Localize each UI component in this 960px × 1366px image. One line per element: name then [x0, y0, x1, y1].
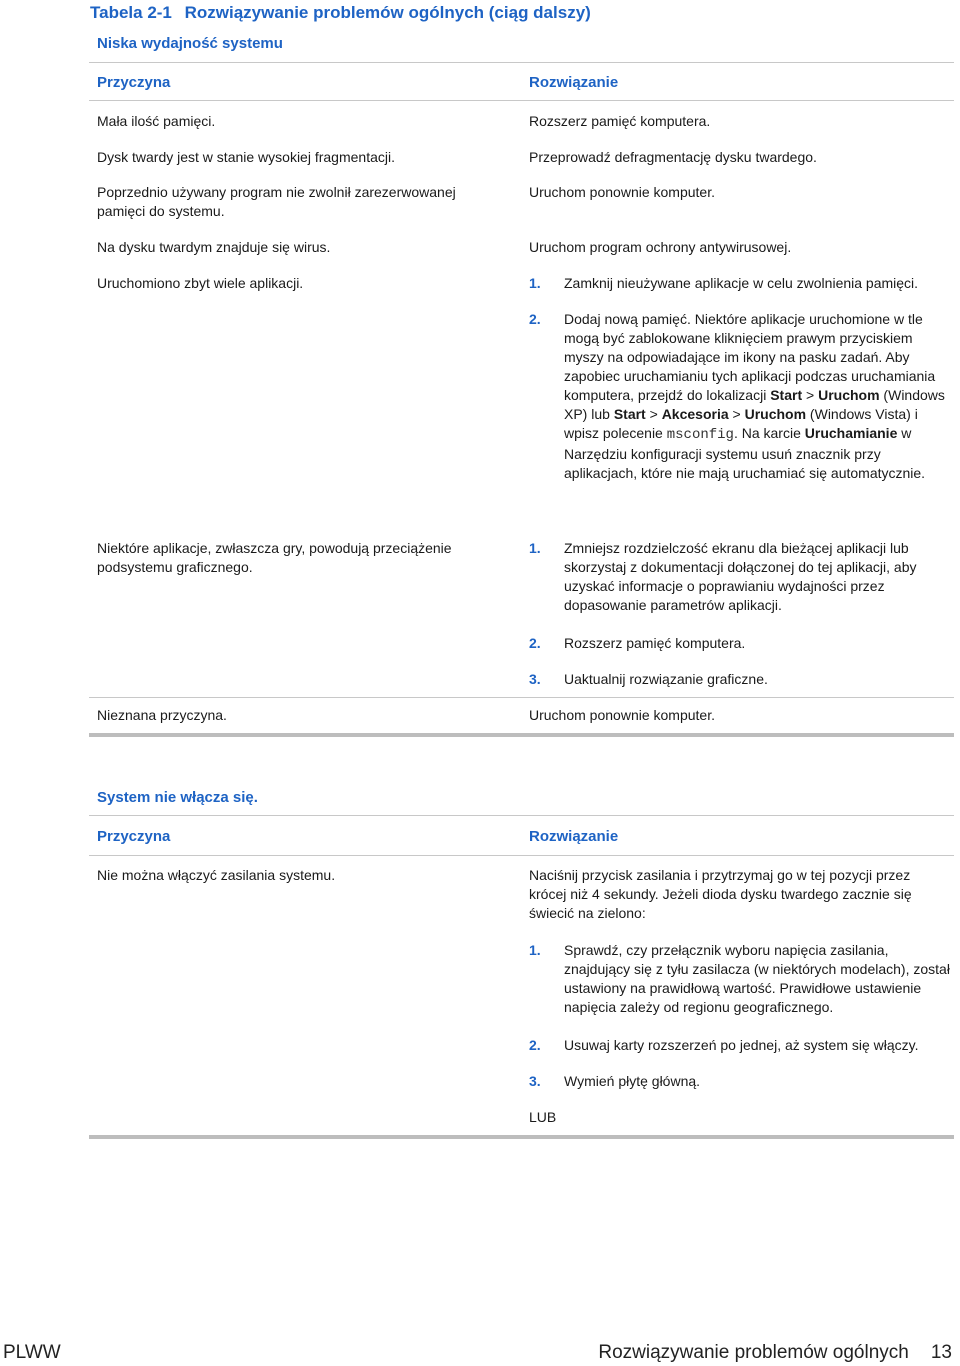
table-bottom-rule: [89, 733, 954, 737]
step-text: Zmniejsz rozdzielczość ekranu dla bieżącej aplikacji lub skorzystaj z dokumentacji dołączonej do tej aplikacji, aby uzyskać informacje o poprawianiu wydajności przez dopasowanie parametrów aplikacji.: [564, 540, 917, 613]
cause-cell: Niektóre aplikacje, zwłaszcza gry, powodują przeciążenie podsystemu graficznego.: [97, 540, 452, 575]
text-run: . Na karcie: [733, 425, 805, 441]
solution-cell: Naciśnij przycisk zasilania i przytrzymaj go w tej pozycji przez krócej niż 4 sekundy. Jeżeli dioda dysku twardego zacznie się świecić na zielono:: [529, 867, 912, 921]
section-title-performance: Niska wydajność systemu: [97, 35, 283, 52]
column-header-cause: Przyczyna: [97, 74, 171, 91]
column-header-solution: Rozwiązanie: [529, 828, 619, 845]
table-number: Tabela 2-1: [90, 3, 172, 22]
table-title: Rozwiązywanie problemów ogólnych (ciąg dalszy): [184, 3, 591, 22]
menu-path-run: Uruchom: [818, 387, 880, 403]
or-label: LUB: [529, 1109, 557, 1125]
solution-cell: Przeprowadź defragmentację dysku twardego.: [529, 149, 817, 165]
step-number: 3.: [529, 671, 541, 687]
step-text: Sprawdź, czy przełącznik wyboru napięcia zasilania, znajdujący się z tyłu zasilacza (w niektórych modelach), został ustawiony na prawidłową wartość. Prawidłowe ustawienie napięcia zależy od regionu geograficznego.: [564, 942, 950, 1015]
step-number: 3.: [529, 1073, 541, 1089]
cause-cell: Mała ilość pamięci.: [97, 113, 216, 129]
text-run: (Windows XP) lub: [564, 387, 945, 422]
cause-cell: Uruchomiono zbyt wiele aplikacji.: [97, 275, 304, 291]
menu-path-start: Start: [770, 387, 803, 403]
solution-cell: Rozszerz pamięć komputera.: [529, 113, 711, 129]
text-run: w Narzędziu konfiguracji systemu usuń znacznik przy aplikacjach, które nie mają uruchamiać się automatycznie.: [564, 425, 926, 481]
step-number: 2.: [529, 311, 541, 327]
solution-cell: Uruchom ponownie komputer.: [529, 184, 715, 200]
footer-left: PLWW: [3, 1342, 61, 1363]
section-title-no-power: System nie włącza się.: [97, 789, 258, 806]
menu-path-run: Uruchom: [744, 406, 807, 422]
command-code: msconfig: [666, 427, 734, 443]
divider: [89, 62, 954, 63]
footer-chapter-title: Rozwiązywanie problemów ogólnych: [598, 1342, 909, 1363]
step-text: [564, 310, 950, 483]
text-run: (Windows Vista) i wpisz polecenie: [564, 406, 918, 441]
table-bottom-rule: [89, 1135, 954, 1139]
cause-cell: Dysk twardy jest w stanie wysokiej fragmentacji.: [97, 149, 395, 165]
table-caption: [90, 3, 591, 23]
step-text: Wymień płytę główną.: [564, 1073, 701, 1089]
tab-name: Uruchamianie: [804, 425, 898, 441]
page-number: 13: [930, 1342, 952, 1363]
step-number: 1.: [529, 540, 541, 556]
divider: [89, 100, 954, 101]
step-number: 1.: [529, 275, 541, 291]
menu-path-accessories: Akcesoria: [661, 406, 729, 422]
text-run: >: [802, 387, 819, 403]
cause-cell: Poprzednio używany program nie zwolnił zarezerwowanej pamięci do systemu.: [97, 184, 456, 219]
step-text: Usuwaj karty rozszerzeń po jednej, aż system się włączy.: [564, 1037, 919, 1053]
step-text: Rozszerz pamięć komputera.: [564, 635, 746, 651]
divider: [89, 855, 954, 856]
step-number: 1.: [529, 942, 541, 958]
step-number: 2.: [529, 635, 541, 651]
column-header-cause: Przyczyna: [97, 828, 171, 845]
solution-cell: Uruchom program ochrony antywirusowej.: [529, 239, 792, 255]
step-text: Zamknij nieużywane aplikacje w celu zwolnienia pamięci.: [564, 275, 919, 291]
solution-cell: Uruchom ponownie komputer.: [529, 707, 715, 723]
column-header-solution: Rozwiązanie: [529, 74, 619, 91]
text-run: >: [645, 406, 662, 422]
text-run: >: [728, 406, 745, 422]
text-run: Dodaj nową pamięć. Niektóre aplikacje uruchomione w tle mogą być zablokowane kliknięciem prawym przyciskiem myszy na odpowiadające im ikony na pasku zadań. Aby zapobiec uruchamianiu tych aplikacji podczas uruchamiania komputera, przejdź do lokalizacji: [564, 311, 936, 403]
cause-cell: Na dysku twardym znajduje się wirus.: [97, 239, 331, 255]
divider: [89, 815, 954, 816]
cause-cell: Nieznana przyczyna.: [97, 707, 227, 723]
step-text: Uaktualnij rozwiązanie graficzne.: [564, 671, 768, 687]
footer-right: [598, 1342, 952, 1364]
menu-path-start: Start: [613, 406, 646, 422]
step-number: 2.: [529, 1037, 541, 1053]
divider: [89, 697, 954, 698]
cause-cell: Nie można włączyć zasilania systemu.: [97, 867, 336, 883]
